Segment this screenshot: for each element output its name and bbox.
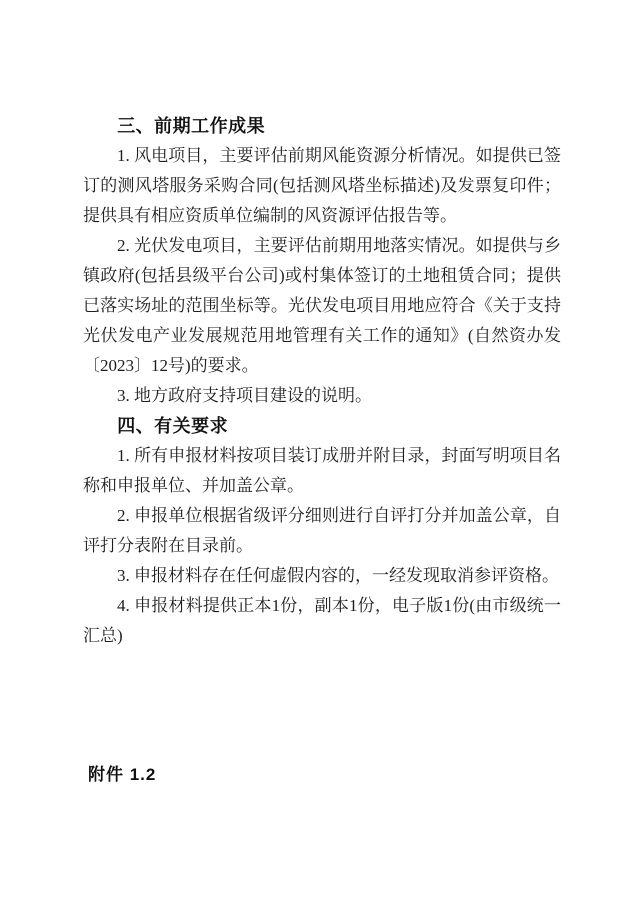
document-body: [83, 111, 561, 651]
paragraph-copies-requirement: 4. 申报材料提供正本1份，副本1份，电子版1份(由市级统一汇总): [83, 596, 561, 645]
paragraph-false-content-requirement: 3. 申报材料存在任何虚假内容的，一经发现取消参评资格。: [117, 566, 559, 585]
paragraph-binding-requirement: 1. 所有申报材料按项目装订成册并附目录，封面写明项目名称和申报单位、并加盖公章。: [83, 446, 561, 495]
paragraph-pv-project: 2. 光伏发电项目，主要评估前期用地落实情况。如提供与乡镇政府(包括县级平台公司)或村集体签订的土地租赁合同；提供已落实场址的范围坐标等。光伏发电项目用地应符合《关于支持光伏发电产业发展规范用地管理有关工作的通知》(自然资办发〔2023〕12号)的要求。: [83, 236, 561, 375]
attachment-label: 附件 1.2: [88, 765, 157, 784]
paragraph-wind-project: 1. 风电项目，主要评估前期风能资源分析情况。如提供已签订的测风塔服务采购合同(包括测风塔坐标描述)及发票复印件；提供具有相应资质单位编制的风资源评估报告等。: [83, 146, 561, 225]
paragraph-local-gov-support: 3. 地方政府支持项目建设的说明。: [117, 386, 372, 405]
section-heading-preliminary-work-results: 三、前期工作成果: [117, 116, 266, 136]
section-heading-relevant-requirements: 四、有关要求: [117, 416, 229, 436]
paragraph-self-scoring-requirement: 2. 申报单位根据省级评分细则进行自评打分并加盖公章，自评打分表附在目录前。: [83, 506, 561, 555]
